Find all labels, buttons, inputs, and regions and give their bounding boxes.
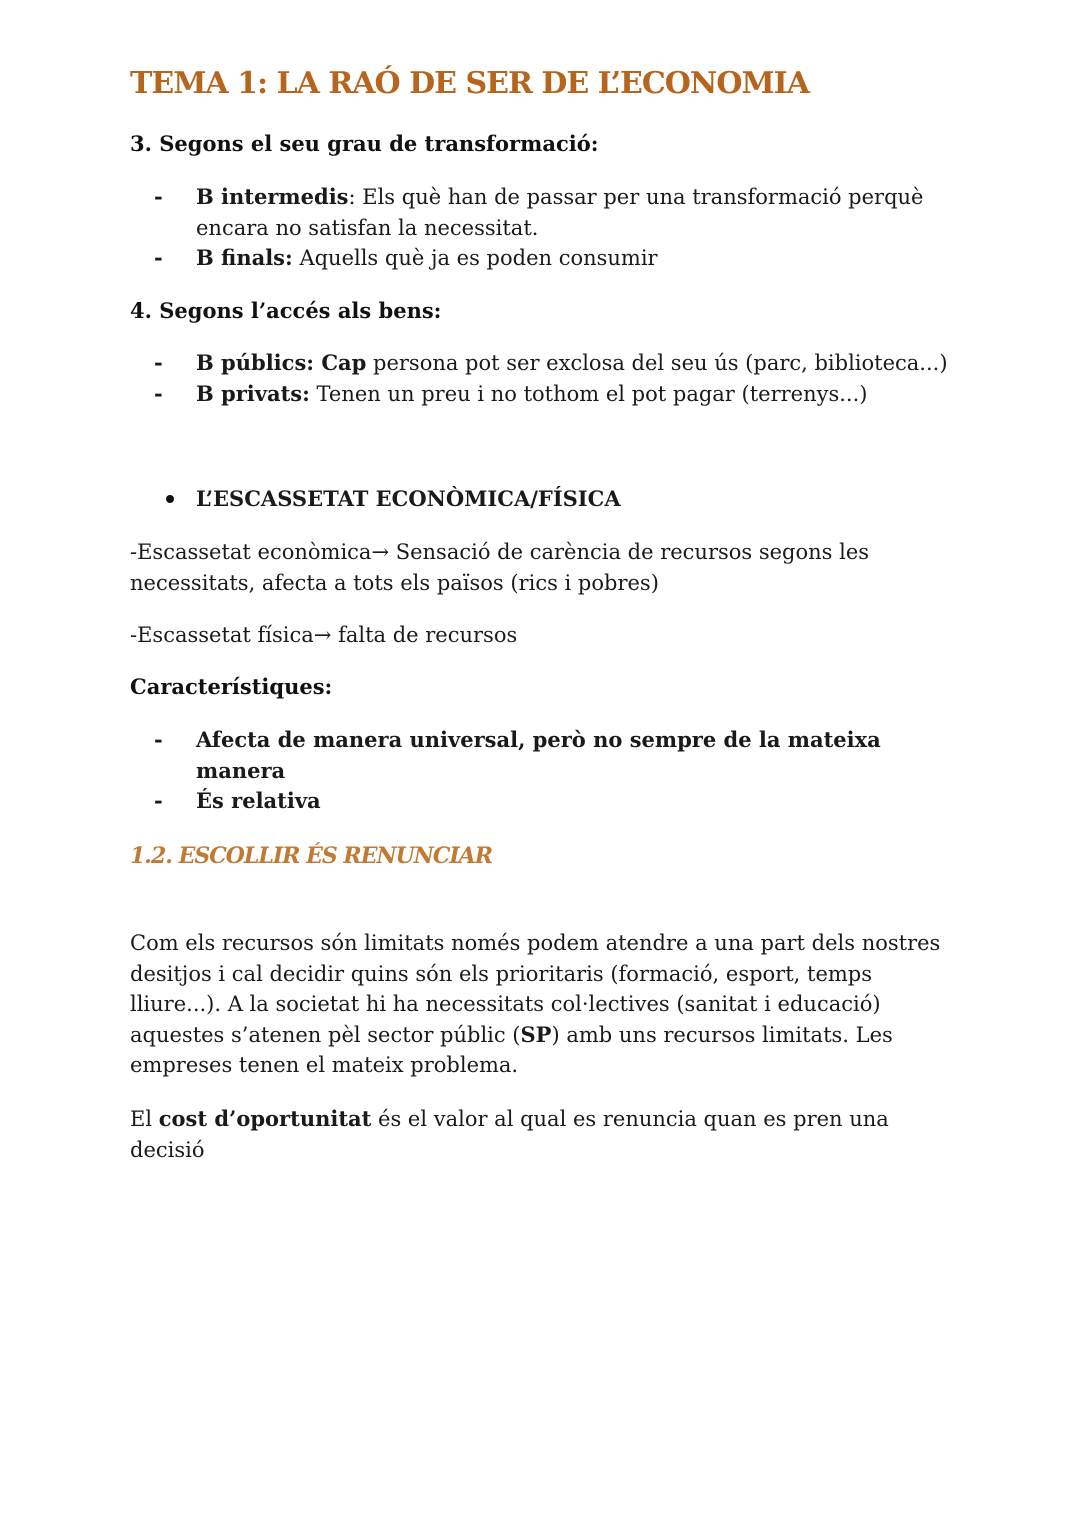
characteristics-list [130,725,960,817]
section-3-list [130,182,960,274]
choosing-text-start: Com els recursos són limitats només podem atendre a una part dels nostres desitjos i cal decidir quins són els prioritaris (formació, esport, temps lliure...). A la societat hi ha necessitats col·lectives (sanitat i educació) aquestes s’atenen pèl sector públic ( [130,931,941,1047]
list-item [130,786,960,817]
list-item-term: B finals: [196,245,293,270]
scarcity-heading-text: L’ESCASSETAT ECONÒMICA/FÍSICA [196,486,621,511]
list-item [130,725,960,786]
list-item-text: Afecta de manera universal, però no sempre de la mateixa manera [196,727,881,783]
dash-marker: - [154,184,163,209]
list-item-term: B privats: [196,380,310,406]
list-item [130,243,960,274]
choosing-text-end: ) amb uns recursos limitats. Les empreses tenen el mateix problema. [130,1022,893,1077]
dash-marker: - [154,380,163,406]
list-item [130,348,960,379]
list-item-term: B públics: Cap [196,350,367,375]
opportunity-cost-paragraph [130,1104,960,1165]
bullet-dot-icon [166,495,174,503]
dash-marker: - [154,727,163,752]
dash-marker: - [154,245,163,270]
choosing-text-bold: SP [520,1021,552,1047]
list-item-text: persona pot ser exclosa del seu ús (parc, biblioteca...) [366,351,948,375]
characteristics-heading: Característiques: [130,674,333,699]
dash-marker: - [154,788,163,813]
scarcity-heading [166,486,621,511]
list-item-text: És relativa [196,788,321,813]
list-item-term: B intermedis [196,184,349,209]
list-item-text: Tenen un preu i no tothom el pot pagar (terrenys...) [309,381,868,406]
list-item [130,379,960,410]
list-item-text: Aquells què ja es poden consumir [292,246,658,270]
economic-scarcity-text: -Escassetat econòmica→ Sensació de carència de recursos segons les necessitats, afecta a tots els països (rics i pobres) [130,540,870,595]
section-3-heading: 3. Segons el seu grau de transformació: [130,131,599,156]
opportunity-text-end: és el valor al qual es renuncia quan es pren una decisió [130,1107,889,1162]
opportunity-text-start: El [130,1107,159,1131]
dash-marker: - [154,350,163,375]
page-title: TEMA 1: LA RAÓ DE SER DE L’ECONOMIA [130,66,809,101]
list-item [130,182,960,243]
physical-scarcity-text: -Escassetat física→ falta de recursos [130,623,518,647]
section-4-list [130,348,960,409]
section-4-heading: 4. Segons l’accés als bens: [130,298,442,323]
list-item-text: : Els què han de passar per una transformació perquè encara no satisfan la necessitat. [196,185,924,240]
section-subtitle: 1.2. ESCOLLIR ÉS RENUNCIAR [130,843,493,869]
opportunity-text-bold: cost d’oportunitat [158,1106,372,1131]
choosing-paragraph [130,928,960,1081]
